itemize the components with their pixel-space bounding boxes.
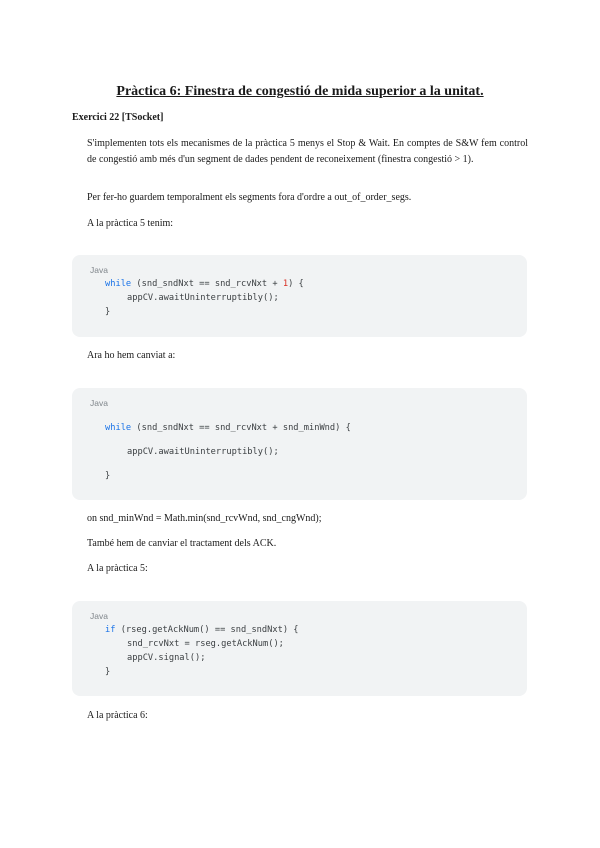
code-line: snd_rcvNxt = rseg.getAckNum(); [127, 639, 284, 649]
code-language-label: Java [90, 611, 108, 621]
code-line: if (rseg.getAckNum() == snd_sndNxt) { [105, 625, 299, 635]
code-language-label: Java [90, 398, 108, 408]
p6-label: A la pràctica 6: [87, 710, 148, 721]
code-line: appCV.awaitUninterruptibly(); [127, 293, 279, 303]
ack-line: També hem de canviar el tractament dels ACK. [87, 538, 277, 549]
code-block-3 [72, 601, 527, 696]
code-line: while (snd_sndNxt == snd_rcvNxt + snd_minWnd) { [105, 423, 351, 433]
code-line: while (snd_sndNxt == snd_rcvNxt + 1) { [105, 279, 304, 289]
page-title: Pràctica 6: Finestra de congestió de mida superior a la unitat. [116, 84, 484, 99]
p5-have-label: A la pràctica 5 tenim: [87, 218, 174, 229]
code-block-2 [72, 388, 527, 500]
code-line: } [105, 471, 111, 481]
code-line: } [105, 307, 111, 317]
p5-label: A la pràctica 5: [87, 563, 148, 574]
code-line: appCV.signal(); [127, 653, 206, 663]
code-language-label: Java [90, 265, 108, 275]
out-of-order-line: Per fer-ho guardem temporalment els segments fora d'ordre a out_of_order_segs. [87, 192, 412, 203]
exercise-heading: Exercici 22 [TSocket] [72, 112, 164, 123]
intro-paragraph: S'implementen tots els mecanismes de la pràctica 5 menys el Stop & Wait. En comptes de S&W fem control de congestió amb més d'un segment de dades pendent de reconeixement (finestra congestió > 1). [87, 138, 528, 165]
minwnd-line: on snd_minWnd = Math.min(snd_rcvWnd, snd_cngWnd); [87, 513, 322, 524]
changed-label: Ara ho hem canviat a: [87, 350, 176, 361]
code-line: appCV.awaitUninterruptibly(); [127, 447, 279, 457]
code-block-1 [72, 255, 527, 337]
code-line: } [105, 667, 111, 677]
